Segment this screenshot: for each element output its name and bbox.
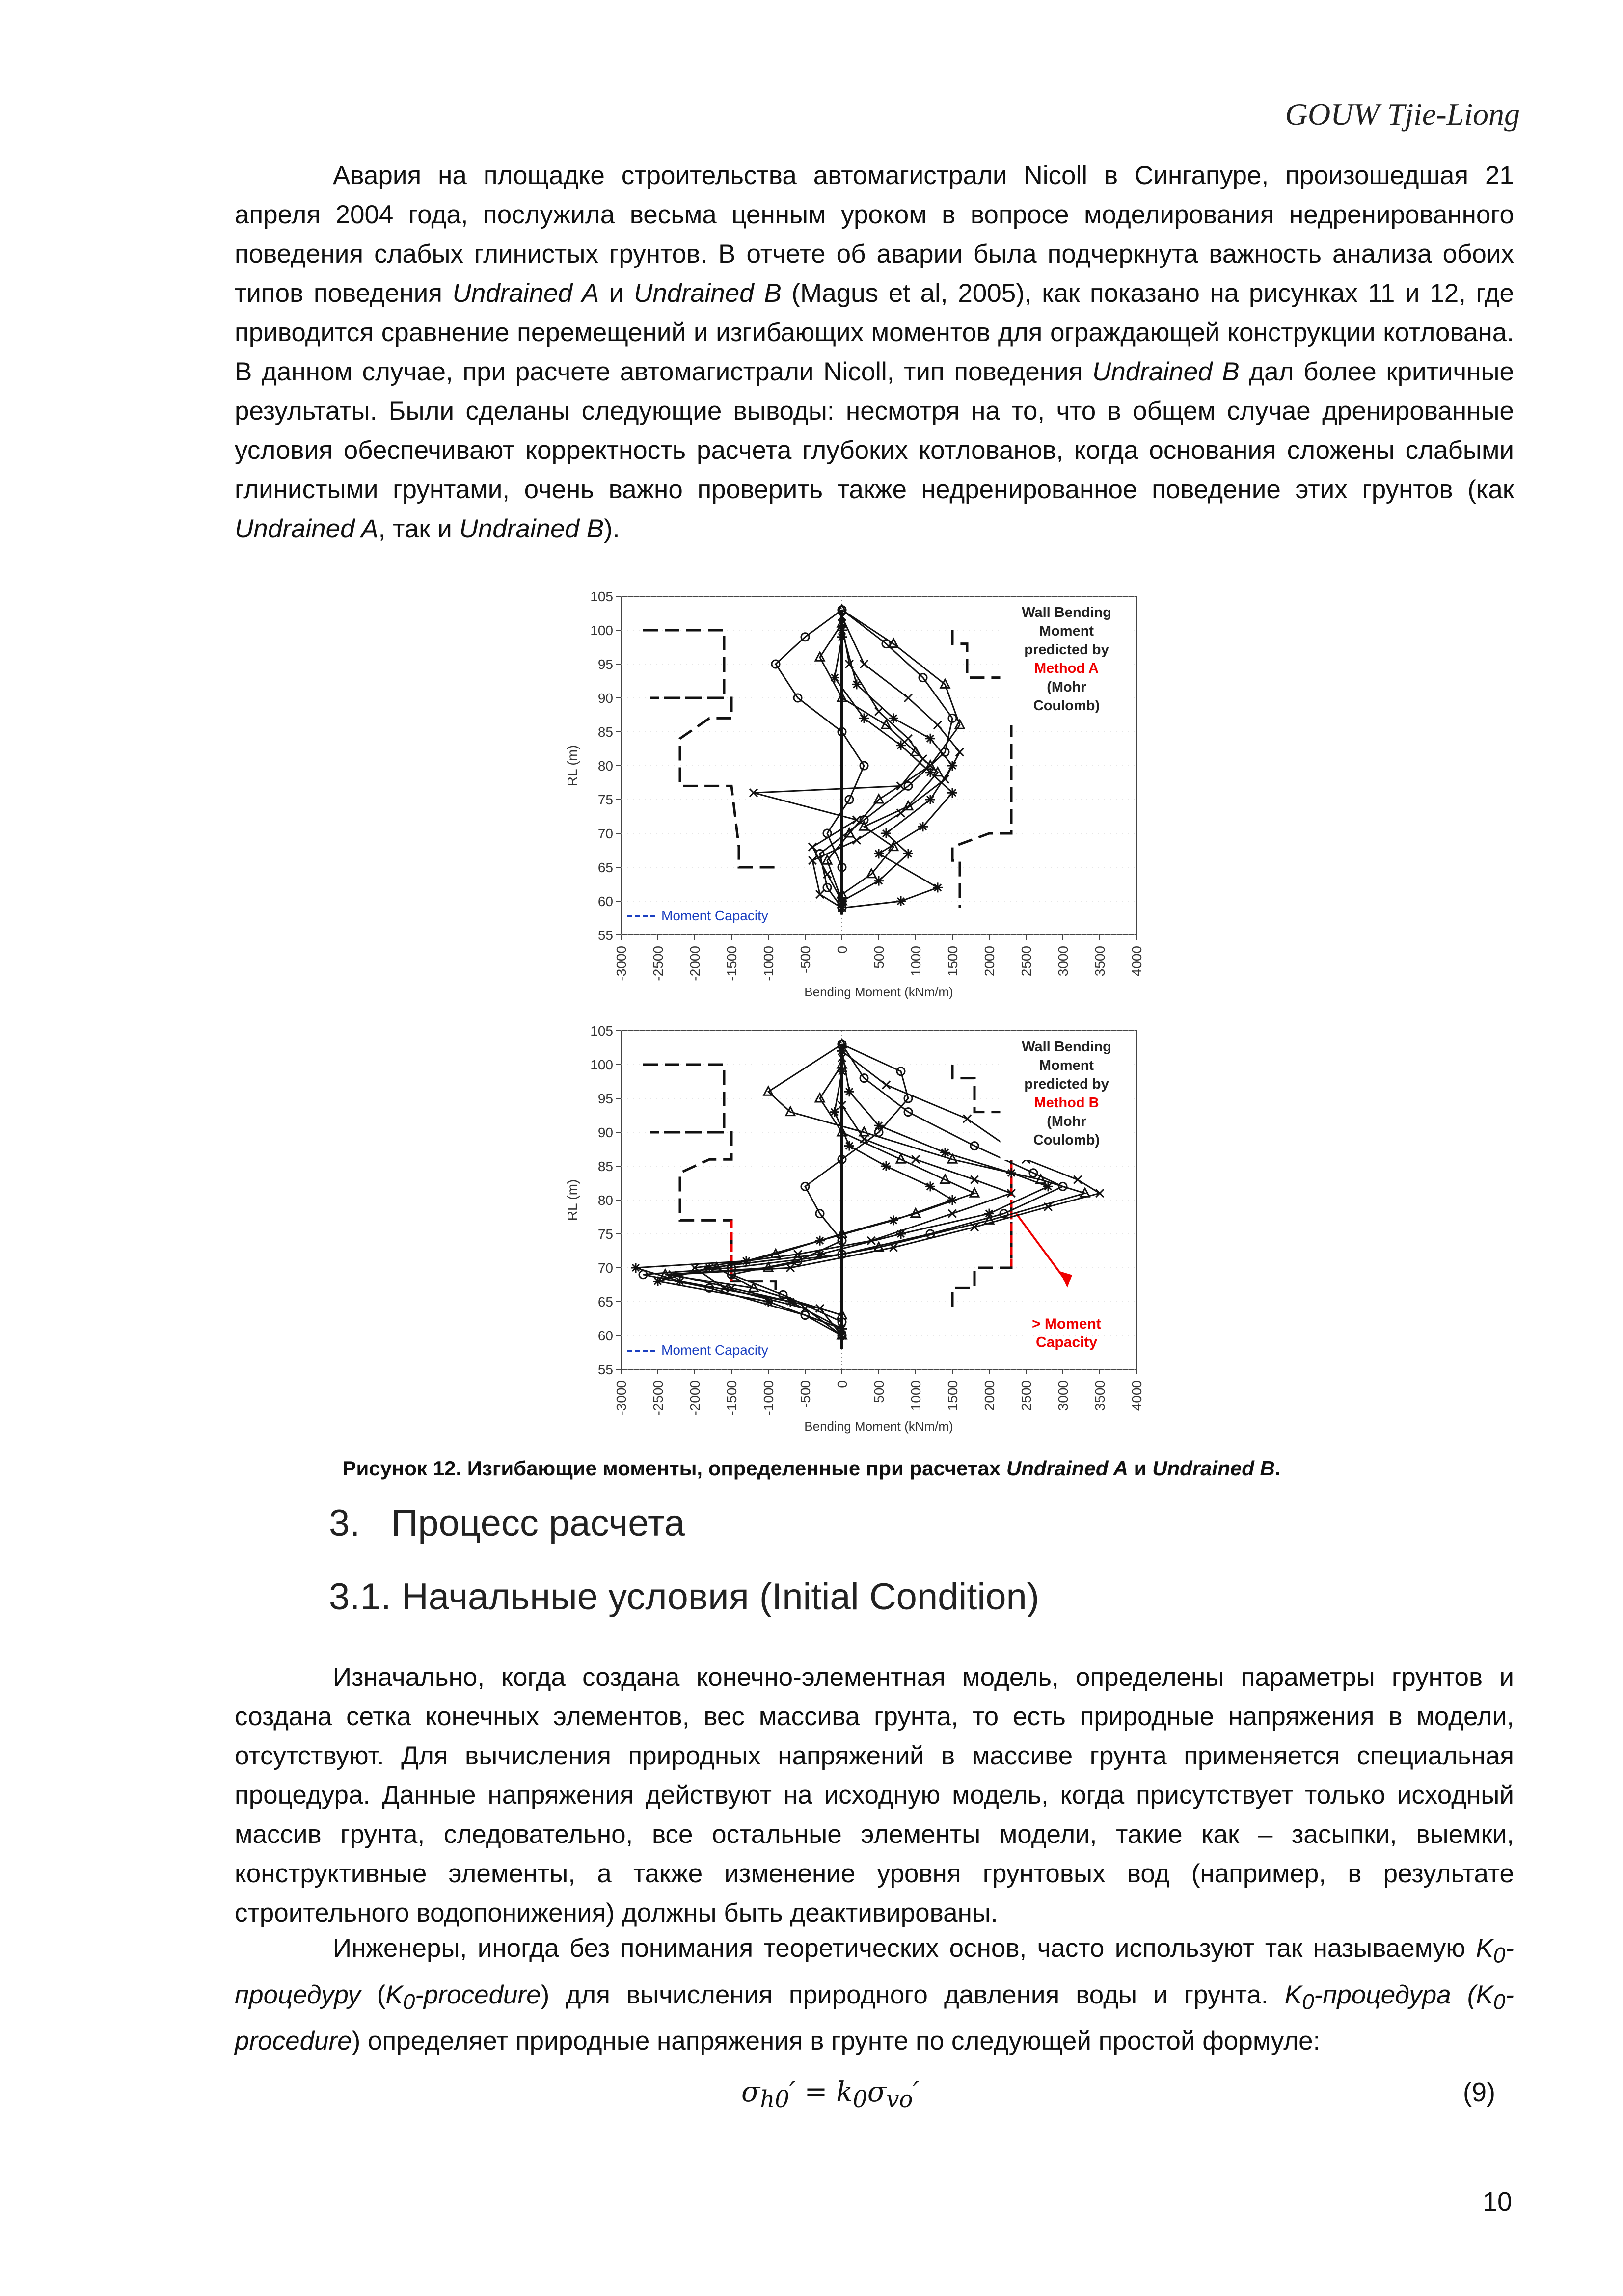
point-marker-star	[881, 828, 891, 838]
x-tick-label: 4000	[1129, 946, 1144, 977]
point-marker-star	[881, 1161, 891, 1171]
y-tick-label: 95	[597, 1091, 613, 1106]
term-text: -procedure	[415, 1980, 541, 2009]
term-k0-procedure-en	[385, 1980, 541, 2014]
x-tick-label: -2000	[687, 1380, 703, 1415]
prime: ′	[789, 2076, 796, 2108]
x-tick-label: 500	[871, 946, 887, 969]
y-tick-label: 90	[597, 691, 613, 706]
caption-term-undrained-b: Undrained B	[1152, 1457, 1275, 1480]
section-heading-3-1: 3.1. Начальные условия (Initial Condition)	[329, 1576, 1040, 1618]
point-marker-star	[947, 761, 957, 771]
section-heading-3: 3. Процесс расчета	[329, 1502, 685, 1544]
point-marker-star	[903, 849, 913, 858]
caption-text: Рисунок 12. Изгибающие моменты, определенные при расчетах	[342, 1457, 1006, 1480]
x-tick-label: 1500	[945, 1380, 960, 1411]
conjunction: , так и	[378, 514, 460, 543]
subscript-0: 0	[853, 2086, 867, 2113]
caption-conjunction: и	[1128, 1457, 1153, 1480]
legend-text: Coulomb)	[1033, 698, 1100, 714]
page-number: 10	[1483, 2187, 1513, 2216]
equation-number: (9)	[1463, 2078, 1495, 2107]
x-tick-label: -1500	[724, 1380, 739, 1415]
y-tick-label: 65	[597, 860, 613, 875]
y-tick-label: 60	[597, 1328, 613, 1343]
legend-text: Moment	[1039, 1058, 1094, 1073]
paragraph-text: Авария на площадке строительства автомагистрали Nicoll в Сингапуре, произошедшая 21 апреля 2004 года, послужила весьма ценным уроком в вопросе моделирования недренированного поведения слабых глинистых грунтов. В отчете об аварии была подчеркнута важность анализа обоих типов поведения	[235, 161, 1514, 308]
y-tick-label: 105	[590, 589, 613, 604]
legend-text: (Mohr	[1047, 679, 1086, 695]
x-tick-label: -3000	[614, 946, 629, 981]
y-tick-label: 95	[597, 657, 613, 672]
capacity-legend-label: Moment Capacity	[661, 908, 768, 923]
x-tick-label: -500	[798, 1380, 813, 1408]
y-tick-label: 65	[597, 1294, 613, 1309]
symbol-k: K	[1476, 1980, 1493, 2009]
x-tick-label: 2500	[1019, 946, 1034, 977]
y-tick-label: 100	[590, 1057, 613, 1072]
x-tick-label: 3500	[1092, 946, 1108, 977]
paragraph-text: ) для вычисления природного давления воды и грунта.	[541, 1980, 1285, 2009]
chart-method-a	[560, 587, 1188, 1009]
figure-chart-method-b	[560, 1021, 1188, 1450]
term-undrained-a: Undrained A	[452, 279, 599, 308]
x-tick-label: -1000	[761, 1380, 776, 1415]
x-axis-label: Bending Moment (kNm/m)	[804, 1419, 953, 1434]
x-tick-label: -2000	[687, 946, 703, 981]
y-tick-label: 85	[597, 1159, 613, 1174]
conjunction: и	[599, 279, 634, 308]
x-tick-label: 3000	[1055, 1380, 1071, 1411]
y-tick-label: 90	[597, 1125, 613, 1140]
legend-text: predicted by	[1024, 642, 1109, 658]
y-tick-label: 85	[597, 724, 613, 740]
y-tick-label: 75	[597, 1227, 613, 1242]
term-undrained-b: Undrained B	[634, 279, 782, 308]
sigma-symbol: σ	[867, 2076, 887, 2108]
legend-text: Wall Bending	[1022, 605, 1111, 620]
subscript: 0	[403, 1990, 415, 2014]
x-axis-label: Bending Moment (kNm/m)	[804, 985, 953, 999]
punct: (	[360, 1980, 386, 2009]
legend-text: (Mohr	[1047, 1114, 1086, 1129]
term-text: -procedure	[235, 1980, 1514, 2056]
subscript: 0	[1493, 1990, 1506, 2014]
point-marker-star	[896, 896, 906, 906]
y-axis-label: RL (m)	[565, 745, 580, 787]
annotation-label: Capacity	[1035, 1334, 1098, 1351]
x-tick-label: 1000	[908, 1380, 923, 1411]
capacity-legend-label: Moment Capacity	[661, 1342, 768, 1358]
chart-method-b	[560, 1021, 1188, 1448]
y-tick-label: 105	[590, 1023, 613, 1039]
y-tick-label: 60	[597, 894, 613, 909]
k-symbol: k	[836, 2076, 853, 2108]
x-tick-label: -1500	[724, 946, 739, 981]
x-tick-label: 3000	[1055, 946, 1071, 977]
paragraph-text: Изначально, когда создана конечно-элементная модель, определены параметры грунтов и создана сетка конечных элементов, вес массива грунта, то есть природные напряжения в модели, отсутствуют. Для вычисления природных напряжений в массиве грунта применяется специальная процедура. Данные напряжения действуют на исходную модель, когда присутствует только исходный массив грунта, следовательно, все остальные элементы модели, такие как – засыпки, выемки, конструктивные элементы, а также изменение уровня грунтовых вод (например, в результате строительного водопонижения) должны быть деактивированы.	[235, 1663, 1514, 1927]
figure-chart-method-a	[560, 587, 1188, 1011]
y-tick-label: 80	[597, 758, 613, 774]
term-undrained-b: Undrained B	[1092, 357, 1240, 386]
x-tick-label: -2500	[650, 1380, 666, 1415]
equation-9	[741, 2076, 919, 2113]
term-text: -процедуру	[235, 1934, 1514, 2009]
y-tick-label: 100	[590, 623, 613, 638]
paragraph-text: дал более критичные результаты. Были сделаны следующие выводы: несмотря на то, что в общем случае дренированные условия обеспечивают корректность расчета глубоких котлованов, когда основания сложены слабыми глинистыми грунтами, очень важно проверить также недренированное поведение этих грунтов (как	[235, 357, 1514, 504]
running-header-author: GOUW Tjie-Liong	[1285, 97, 1520, 132]
y-tick-label: 70	[597, 1260, 613, 1276]
symbol-k: K	[385, 1980, 403, 2009]
equals-sign: =	[795, 2076, 837, 2108]
x-tick-label: -3000	[614, 1380, 629, 1415]
point-marker-star	[933, 882, 943, 892]
point-marker-star	[947, 1195, 957, 1205]
symbol-k: K	[1476, 1934, 1493, 1963]
term-undrained-b: Undrained B	[459, 514, 604, 543]
x-tick-label: -1000	[761, 946, 776, 981]
point-marker-star	[925, 795, 935, 804]
prime: ′	[913, 2076, 920, 2108]
paragraph-k0-procedure	[235, 1929, 1514, 2061]
sigma-symbol: σ	[741, 2076, 760, 2108]
x-tick-label: -500	[798, 946, 813, 974]
paragraph-text: ).	[604, 514, 620, 543]
figure-caption	[0, 1457, 1623, 1480]
subscript: 0	[1302, 1990, 1314, 2014]
symbol-k: K	[1284, 1980, 1302, 2009]
term-text: -процедура (	[1314, 1980, 1476, 2009]
caption-term-undrained-a: Undrained A	[1006, 1457, 1129, 1480]
paragraph-text: (Magus et al, 2005), как показано на рисунках 11 и 12, где приводится сравнение перемещений и изгибающих моментов для ограждающей конструкции котлована. В данном случае, при расчете автомагистрали Nicoll, тип поведения	[235, 279, 1514, 386]
subscript-vo: vo	[886, 2086, 913, 2113]
legend-text: Wall Bending	[1022, 1039, 1111, 1055]
y-tick-label: 75	[597, 792, 613, 807]
annotation-label: > Moment	[1032, 1316, 1101, 1333]
legend-method-label: Method B	[1034, 1095, 1099, 1111]
paragraph-initial-condition	[235, 1658, 1514, 1933]
x-tick-label: 2000	[982, 946, 997, 977]
subscript-h0: h0	[760, 2086, 789, 2113]
x-tick-label: -2500	[650, 946, 666, 981]
legend-text: Moment	[1039, 623, 1094, 639]
paragraph-text: Инженеры, иногда без понимания теоретических основ, часто используют так называемую	[333, 1934, 1476, 1963]
point-marker-star	[785, 1297, 795, 1307]
y-tick-label: 80	[597, 1193, 613, 1208]
x-tick-label: 2500	[1019, 1380, 1034, 1411]
x-tick-label: 1500	[945, 946, 960, 977]
y-tick-label: 55	[597, 928, 613, 943]
point-marker-star	[874, 849, 884, 858]
y-tick-label: 55	[597, 1362, 613, 1377]
legend-method-label: Method A	[1034, 661, 1099, 676]
y-axis-label: RL (m)	[565, 1179, 580, 1221]
x-tick-label: 0	[835, 946, 850, 954]
x-tick-label: 4000	[1129, 1380, 1144, 1411]
subscript: 0	[1493, 1943, 1506, 1968]
x-tick-label: 1000	[908, 946, 923, 977]
point-marker-star	[631, 1263, 641, 1273]
paragraph-text: ) определяет природные напряжения в грунте по следующей простой формуле:	[352, 2027, 1321, 2056]
legend-text: Coulomb)	[1033, 1132, 1100, 1148]
x-tick-label: 500	[871, 1380, 887, 1403]
x-tick-label: 3500	[1092, 1380, 1108, 1411]
paragraph-accident	[235, 156, 1514, 549]
x-tick-label: 2000	[982, 1380, 997, 1411]
legend-text: predicted by	[1024, 1076, 1109, 1092]
y-tick-label: 70	[597, 826, 613, 841]
x-tick-label: 0	[835, 1380, 850, 1388]
caption-end: .	[1274, 1457, 1281, 1480]
term-undrained-a: Undrained A	[235, 514, 379, 543]
